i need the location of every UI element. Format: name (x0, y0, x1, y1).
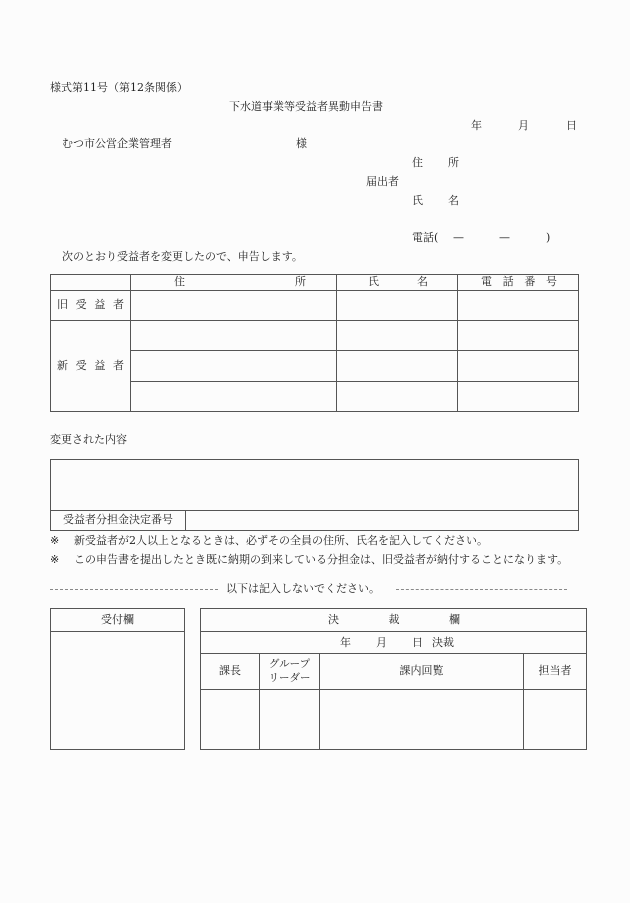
applicant-address-label-1: 住 (412, 156, 423, 169)
note-2-text: この申告書を提出したとき既に納期の到来している分担金は、旧受益者が納付することになります。 (74, 553, 569, 566)
decision-number-field[interactable] (186, 511, 578, 530)
approval-date-day: 日 (412, 636, 423, 649)
approval-label: 決 裁 欄 (328, 612, 460, 626)
intro-text: 次のとおり受益者を変更したので、申告します。 (62, 250, 303, 263)
group-leader-stamp (260, 690, 319, 749)
new-beneficiary-2-name-field[interactable] (337, 351, 457, 381)
circulation-stamp (320, 690, 523, 749)
header-name: 氏 名 (368, 275, 428, 289)
new-beneficiary-2-phone-field[interactable] (458, 351, 578, 381)
date-day-label: 日 (566, 119, 577, 132)
applicant-label: 届出者 (366, 175, 399, 188)
date-month-label: 月 (518, 119, 529, 132)
date-year-label: 年 (471, 119, 482, 132)
new-beneficiary-1-name-field[interactable] (337, 321, 457, 350)
new-beneficiary-2-address-field[interactable] (131, 351, 336, 381)
phone-dash-1: — (453, 231, 464, 244)
group-leader-header: グループ リーダー (268, 657, 311, 684)
phone-close: ) (546, 231, 551, 244)
old-beneficiary-phone-field[interactable] (458, 291, 578, 320)
new-beneficiary-3-name-field[interactable] (337, 382, 457, 411)
separator-line-right (396, 589, 567, 590)
changes-content-field[interactable] (51, 460, 578, 510)
circulation-header: 課内回覧 (399, 664, 444, 678)
header-address: 住 所 (174, 275, 306, 289)
new-beneficiary-label: 新 受 益 者 (57, 358, 124, 372)
new-beneficiary-3-address-field[interactable] (131, 382, 336, 411)
approval-date-month: 月 (376, 636, 387, 649)
note-1-mark: ※ (50, 534, 60, 547)
new-beneficiary-1-address-field[interactable] (131, 321, 336, 350)
separator-line-left (50, 589, 218, 590)
phone-dash-2: — (499, 231, 510, 244)
new-beneficiary-1-phone-field[interactable] (458, 321, 578, 350)
page-title: 下水道事業等受益者異動申告書 (229, 100, 383, 113)
note-2-mark: ※ (50, 553, 60, 566)
approval-date-year: 年 (340, 636, 351, 649)
section-chief-stamp (201, 690, 259, 749)
old-beneficiary-address-field[interactable] (131, 291, 336, 320)
old-beneficiary-name-field[interactable] (337, 291, 457, 320)
old-beneficiary-label: 旧 受 益 者 (57, 298, 124, 312)
addressee: むつ市公営企業管理者 (62, 137, 172, 150)
person-in-charge-header: 担当者 (538, 664, 572, 678)
reception-label: 受付欄 (101, 612, 134, 626)
approval-date-suffix: 決裁 (432, 636, 454, 649)
new-beneficiary-3-phone-field[interactable] (458, 382, 578, 411)
honorific: 様 (296, 137, 307, 150)
changes-heading: 変更された内容 (50, 433, 127, 446)
applicant-name-label-1: 氏 (412, 194, 423, 207)
applicant-name-label-2: 名 (448, 194, 459, 207)
reception-stamp-area (51, 632, 184, 749)
form-number: 様式第11号（第12条関係） (50, 81, 188, 94)
applicant-phone-label: 電話( (412, 231, 439, 244)
person-in-charge-stamp (524, 690, 586, 749)
note-1-text: 新受益者が2人以上となるときは、必ずその全員の住所、氏名を記入してください。 (74, 534, 488, 547)
office-use-notice: 以下は記入しないでください。 (226, 582, 380, 595)
header-phone: 電 話 番 号 (481, 275, 557, 289)
section-chief-header: 課長 (219, 664, 241, 678)
applicant-address-label-2: 所 (448, 156, 459, 169)
decision-number-label: 受益者分担金決定番号 (63, 513, 173, 527)
